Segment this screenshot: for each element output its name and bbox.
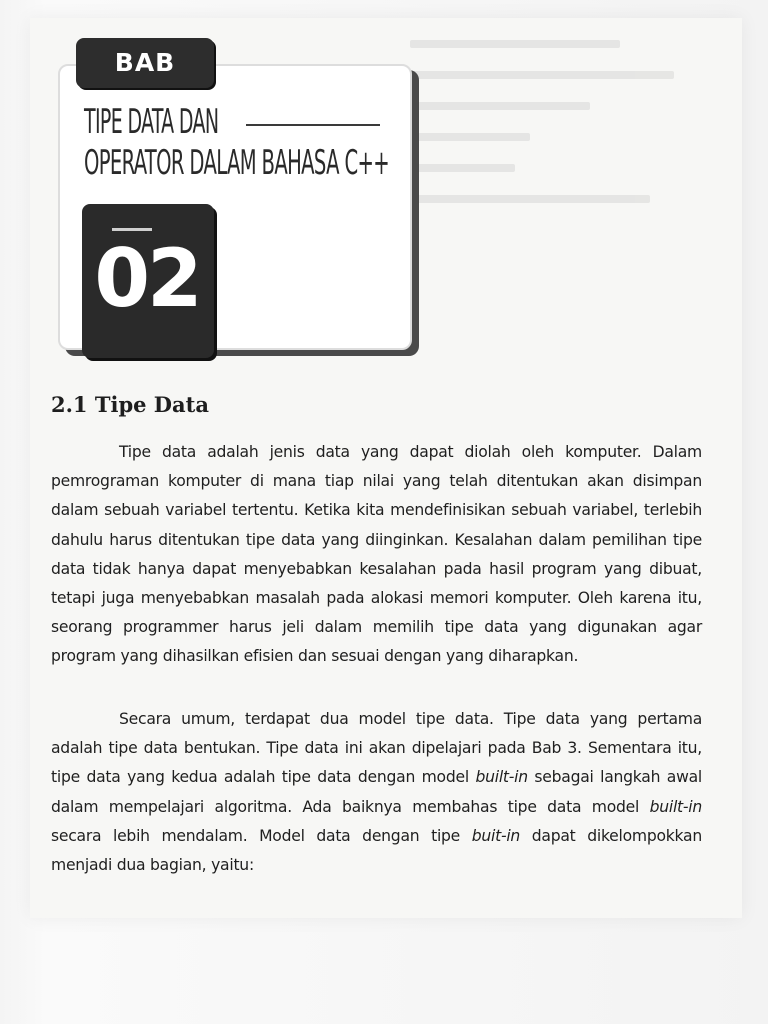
bleed-through-lines bbox=[410, 40, 710, 226]
chapter-number: 02 bbox=[94, 232, 200, 325]
chapter-number-dash bbox=[112, 228, 152, 231]
chapter-label: BAB bbox=[76, 38, 214, 88]
title-rule bbox=[246, 124, 380, 126]
section-heading: 2.1 Tipe Data bbox=[51, 392, 209, 417]
paragraph-2 bbox=[51, 705, 702, 880]
paragraph-2-text: Secara umum, terdapat dua model tipe data. Tipe data yang pertama adalah tipe data bentukan. Tipe data ini akan dipelajari pada Bab 3. Sementara itu, tipe data yang kedua adalah tipe data dengan model built-in sebagai langkah awal dalam mempelajari algoritma. Ada baiknya membahas tipe data model built-in secara lebih mendalam. Model data dengan tipe buit-in dapat dikelompokkan menjadi dua bagian, yaitu: bbox=[51, 710, 702, 875]
chapter-title-line-2: OPERATOR DALAM BAHASA C++ bbox=[84, 143, 390, 183]
paragraph-1 bbox=[51, 438, 702, 672]
chapter-title-line-1: TIPE DATA DAN bbox=[84, 102, 219, 142]
paragraph-1-text: Tipe data adalah jenis data yang dapat diolah oleh komputer. Dalam pemrograman komputer di mana tiap nilai yang telah ditentukan akan disimpan dalam sebuah variabel tertentu. Ketika kita mendefinisikan sebuah variabel, terlebih dahulu harus ditentukan tipe data yang diinginkan. Kesalahan dalam pemilihan tipe data tidak hanya dapat menyebabkan kesalahan pada hasil program yang dibuat, tetapi juga menyebabkan masalah pada alokasi memori komputer. Oleh karena itu, seorang programmer harus jeli dalam memilih tipe data yang digunakan agar program yang dihasilkan efisien dan sesuai dengan yang diharapkan. bbox=[51, 443, 702, 666]
